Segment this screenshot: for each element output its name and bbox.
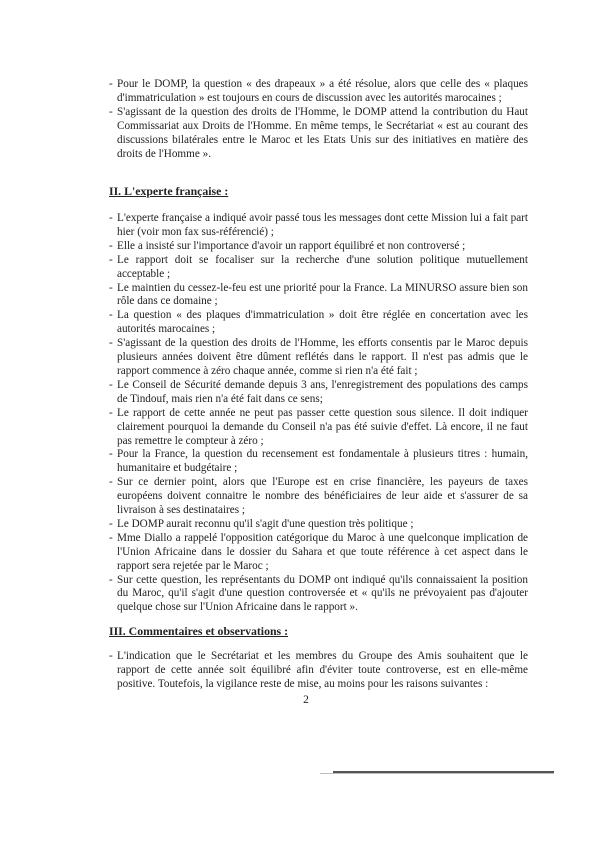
list-item: - Le DOMP aurait reconnu qu'il s'agit d'une question très politique ; (109, 517, 414, 530)
list-item: - Le rapport doit se focaliser sur la recherche d'une solution politique mutuellement acceptable ; (109, 253, 528, 280)
list-item: - Le maintien du cessez-le-feu est une priorité pour la France. La MINURSO assure bien son rôle dans ce domaine ; (109, 281, 528, 308)
section1-list (109, 78, 528, 161)
section2-list (109, 212, 528, 615)
list-item: - Elle a insisté sur l'importance d'avoir un rapport équilibré et non controversé ; (109, 239, 466, 252)
list-item: - L'experte française a indiqué avoir passé tous les messages dont cette Mission lui a fait part hier (voir mon fax sus-référencié) ; (109, 212, 528, 238)
section2-heading: II. L'experte française : (109, 184, 229, 198)
list-item: - Mme Diallo a rappelé l'opposition catégorique du Maroc à une quelconque implication de l'Union Africaine dans le dossier du Sahara et que toute référence à cet aspect dans le rapport sera rejetée par le Maroc ; (109, 531, 528, 572)
section3-heading: III. Commentaires et observations : (109, 624, 289, 638)
section3-list (109, 650, 528, 692)
list-item: - Le Conseil de Sécurité demande depuis 3 ans, l'enregistrement des populations des camps de Tindouf, mais rien n'a été fait dans ce sens; (109, 378, 528, 405)
list-item: - Pour le DOMP, la question « des drapeaux » a été résolue, alors que celle des « plaques d'immatriculation » est toujours en cours de discussion avec les autorités marocaines ; (109, 78, 528, 104)
list-item: - S'agissant de la question des droits de l'Homme, le DOMP attend la contribution du Haut Commissariat aux Droits de l'Homme. En même temps, le Secrétariat « est au courant des discussions bilatérales entre le Maroc et les Etats Unis sur des initiatives en matière des droits de l'Homme ». (109, 105, 528, 160)
list-item: - Sur ce dernier point, alors que l'Europe est en crise financière, les payeurs de taxes européens doivent connaitre le nombre des bénéficiaires de leur aide et s'assurer de sa livraison à ses destinataires ; (109, 476, 528, 517)
list-item: - S'agissant de la question des droits de l'Homme, les efforts consentis par le Maroc depuis plusieurs années doivent être dûment reflétés dans le rapport. Il n'est pas admis que le rapport commence à zéro chaque année, comme si rien n'a été fait ; (109, 337, 528, 377)
page-number: 2 (303, 694, 309, 706)
list-item: - Pour la France, la question du recensement est fondamentale à plusieurs titres : humain, humanitaire et budgétaire ; (109, 448, 528, 475)
list-item: - L'indication que le Secrétariat et les membres du Groupe des Amis souhaitent que le rapport de cette année soit équilibré afin d'éviter toute controverse, est en elle-même positive. Toutefois, la vigilance reste de mise, au moins pour les raisons suivantes : (109, 650, 528, 690)
footer-rule-shadow (320, 773, 554, 774)
list-item: - Sur cette question, les représentants du DOMP ont indiqué qu'ils connaissaient la position du Maroc, qu'il s'agit d'une question controversée et « qu'ils ne prévoyaient pas d'ajouter quelque chose sur l'Union Africaine dans le rapport ». (109, 573, 528, 614)
list-item: - Le rapport de cette année ne peut pas passer cette question sous silence. Il doit indiquer clairement pourquoi la demande du Conseil n'a pas été suivie d'effet. Là encore, il ne faut pas remettre le compteur à zéro ; (109, 406, 528, 447)
list-item: - La question « des plaques d'immatriculation » doit être réglée en concertation avec les autorités marocaines ; (109, 309, 528, 336)
